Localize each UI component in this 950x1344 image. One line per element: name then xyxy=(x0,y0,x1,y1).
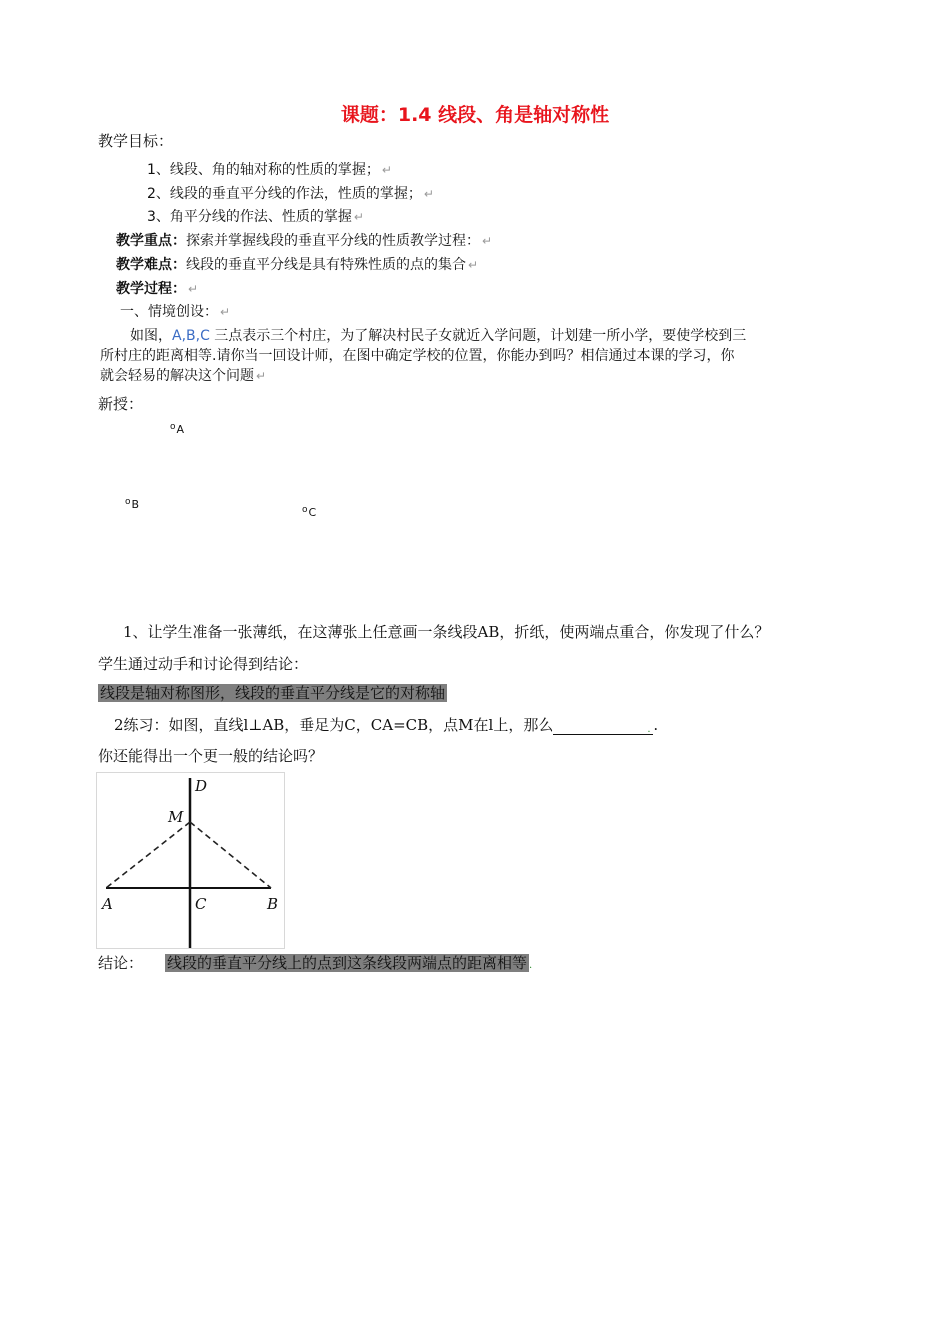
label-m: M xyxy=(168,808,184,826)
new-lesson-label: 新授： xyxy=(98,395,144,413)
answer-blank[interactable]: . xyxy=(553,718,653,735)
activity-line-2: 学生通过动手和讨论得到结论： xyxy=(98,655,309,673)
village-point-c: $^o$C xyxy=(302,505,317,519)
label-a: A xyxy=(102,895,113,913)
return-mark: ↵ xyxy=(353,210,364,224)
scenario-line-2: 所村庄的距离相等.请你当一回设计师，在图中确定学校的位置，你能办到吗？相信通过本课的学习，你 xyxy=(100,348,735,364)
label-b: B xyxy=(267,895,279,913)
activity-line-1: 1、让学生准备一张薄纸，在这薄张上任意画一条线段AB，折纸，使两端点重合，你发现了什么？ xyxy=(123,623,770,641)
goals-heading: 教学目标： xyxy=(98,132,174,150)
scenario-line-3: 就会轻易的解决这个问题 ↵ xyxy=(100,368,267,384)
return-mark: ↵ xyxy=(423,187,434,201)
key-point: 教学重点：探索并掌握线段的垂直平分线的性质教学过程： ↵ xyxy=(116,233,493,249)
village-points: A,B,C xyxy=(172,328,210,344)
return-mark: ↵ xyxy=(220,305,231,319)
exercise-line: 2练习：如图，直线l⊥AB，垂足为C，CA=CB，点M在l上，那么 . . xyxy=(114,716,659,735)
highlighted-conclusion-2: 线段的垂直平分线上的点到这条线段两端点的距离相等 xyxy=(167,954,528,972)
scenario-line-1: 如图，A,B,C 三点表示三个村庄，为了解决村民子女就近入学问题，计划建一所小学，要使学校到三 xyxy=(130,328,747,344)
exercise-question: 你还能得出一个更一般的结论吗？ xyxy=(98,747,324,765)
label-d: D xyxy=(195,777,208,795)
return-mark: ↵ xyxy=(256,369,267,383)
goal-item-1: 1、线段、角的轴对称的性质的掌握； ↵ xyxy=(147,162,392,178)
segment-mb xyxy=(190,822,271,888)
goal-item-3: 3、角平分线的作法、性质的掌握 ↵ xyxy=(147,209,364,225)
return-mark: ↵ xyxy=(381,163,392,177)
return-mark: ↵ xyxy=(482,234,493,248)
conclusion: 结论： 线段的垂直平分线上的点到这条线段两端点的距离相等 . xyxy=(98,954,533,972)
village-point-b: $^o$B xyxy=(125,497,140,511)
process-label: 教学过程： ↵ xyxy=(116,281,199,297)
perpendicular-bisector-figure xyxy=(96,772,288,952)
highlighted-conclusion-1: 线段是轴对称图形，线段的垂直平分线是它的对称轴 xyxy=(100,684,446,702)
segment-ma xyxy=(106,822,190,888)
goal-item-2: 2、线段的垂直平分线的作法，性质的掌握； ↵ xyxy=(147,186,434,202)
village-point-a: $^o$A xyxy=(170,422,185,436)
return-mark: ↵ xyxy=(468,258,479,272)
scenario-heading: 一、情境创设： ↵ xyxy=(120,304,231,320)
page-title: 课题：1.4 线段、角是轴对称性 xyxy=(340,104,610,126)
return-mark: ↵ xyxy=(188,282,199,296)
label-c: C xyxy=(195,895,207,913)
difficulty: 教学难点：线段的垂直平分线是具有特殊性质的点的集合 ↵ xyxy=(116,257,479,273)
